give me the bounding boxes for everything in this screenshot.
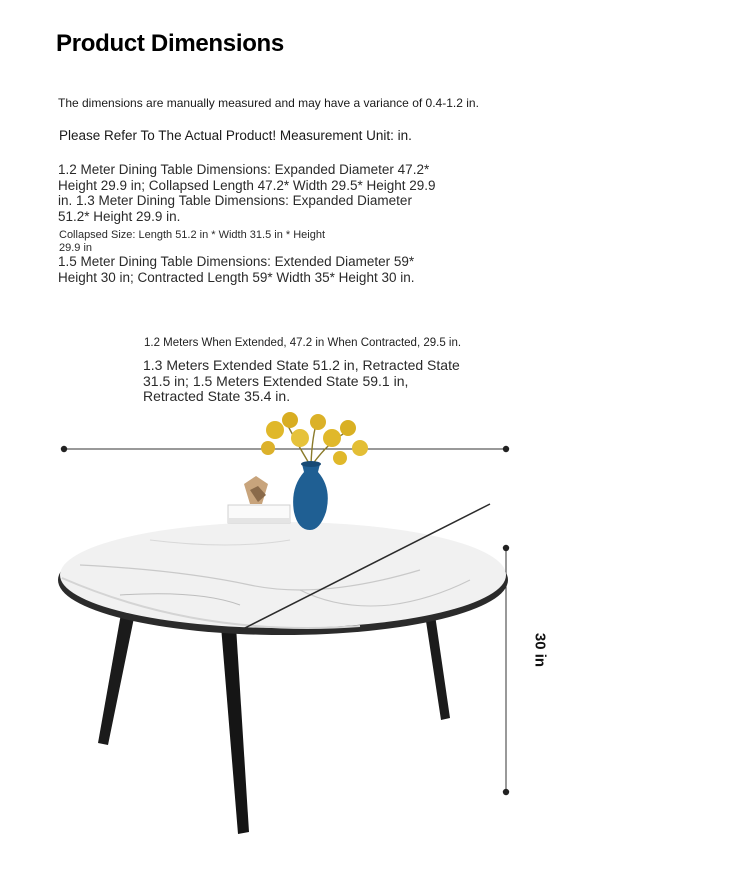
variance-note: The dimensions are manually measured and may have a variance of 0.4-1.2 in. <box>58 96 479 110</box>
marble-tabletop <box>58 504 508 635</box>
table-legs <box>98 608 450 834</box>
book-decor <box>228 505 290 523</box>
collapsed-size-text: Collapsed Size: Length 51.2 in * Width 31.5 in * Height 29.9 in <box>59 229 325 254</box>
page-title: Product Dimensions <box>56 30 284 57</box>
extended-size-line-1: 1.2 Meters When Extended, 47.2 in When Contracted, 29.5 in. <box>144 337 462 349</box>
wood-ornament <box>244 476 268 504</box>
dimensions-text-1: 1.2 Meter Dining Table Dimensions: Expanded Diameter 47.2* Height 29.9 in; Collapsed Length 47.2* Width 29.5* Height 29.9 in. 1.3 Meter Dining Table Dimensions: Expanded Diameter 51.2* Height 29.9 in. <box>58 162 436 224</box>
flower-clusters <box>261 412 368 465</box>
extended-size-line-2: 1.3 Meters Extended State 51.2 in, Retracted State 31.5 in; 1.5 Meters Extended State 59.1 in, Retracted State 35.4 in. <box>143 357 460 404</box>
table-diagram <box>0 400 750 870</box>
height-label: 30 in <box>531 632 549 668</box>
unit-note: Please Refer To The Actual Product! Measurement Unit: in. <box>59 128 412 143</box>
dimensions-text-2: 1.5 Meter Dining Table Dimensions: Extended Diameter 59* Height 30 in; Contracted Length 59* Width 35* Height 30 in. <box>58 254 415 285</box>
width-dimension-line <box>61 446 509 452</box>
